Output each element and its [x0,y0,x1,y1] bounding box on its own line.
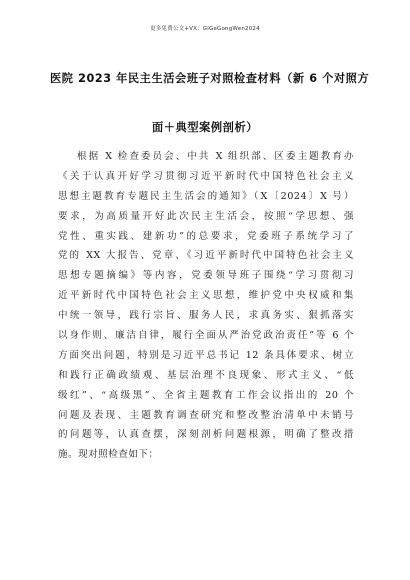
body-line: 根据 X 检查委员会、中共 X 组织部、区委主题教育办 [77,151,354,162]
body-line: 党性、重实践、建新功”的总要求，党委班子系统学习了 [58,230,354,242]
body-line: 问题及表现、主题教育调查研究和整改整治清单中未销号 [58,409,354,421]
body-line: 方面突出问题，特别是习近平总书记 12 条具体要求、树立 [58,349,354,361]
body-line: 《关于认真开好学习贯彻习近平新时代中国特色社会主义 [58,170,354,182]
body-line: 以身作则、廉洁自律，履行全面从严治党政治责任”等 6 个 [58,330,354,342]
body-paragraph [58,147,354,465]
body-line: 党的 XX 大报告、党章、《习近平新时代中国特色社会主义 [58,250,354,262]
body-line: 的问题等，认真查摆，深刻剖析问题根源，明确了整改措 [58,429,354,441]
document-title-line-2: 面＋典型案例剖析） [151,121,259,134]
body-line: 中统一领导，践行宗旨、服务人民，求真务实、狠抓落实 [58,310,354,322]
body-line: 思想专题摘编》等内容，党委领导班子围绕“学习贯彻习 [58,270,354,282]
body-line: 级红”、“高级黑”、全省主题教育工作会议指出的 20 个 [58,389,354,401]
body-line: 要求，为高质量开好此次民主生活会，按照“学思想、强 [58,210,354,222]
body-line: 施。现对照检查如下： [58,449,159,461]
body-line: 近平新时代中国特色社会主义思想，维护党中央权威和集 [58,290,354,302]
header-note: 更多免费公文+VX：GlGeGongWen2024 [150,26,260,32]
body-line: 思想主题教育专题民主生活会的通知》（X〔2024〕X 号） [58,190,354,202]
document-title-line-1: 医院 2023 年民主生活会班子对照检查材料（新 6 个对照方 [50,72,370,85]
body-line: 和践行正确政绩观、基层治理不良现象、形式主义、“低 [58,369,354,381]
